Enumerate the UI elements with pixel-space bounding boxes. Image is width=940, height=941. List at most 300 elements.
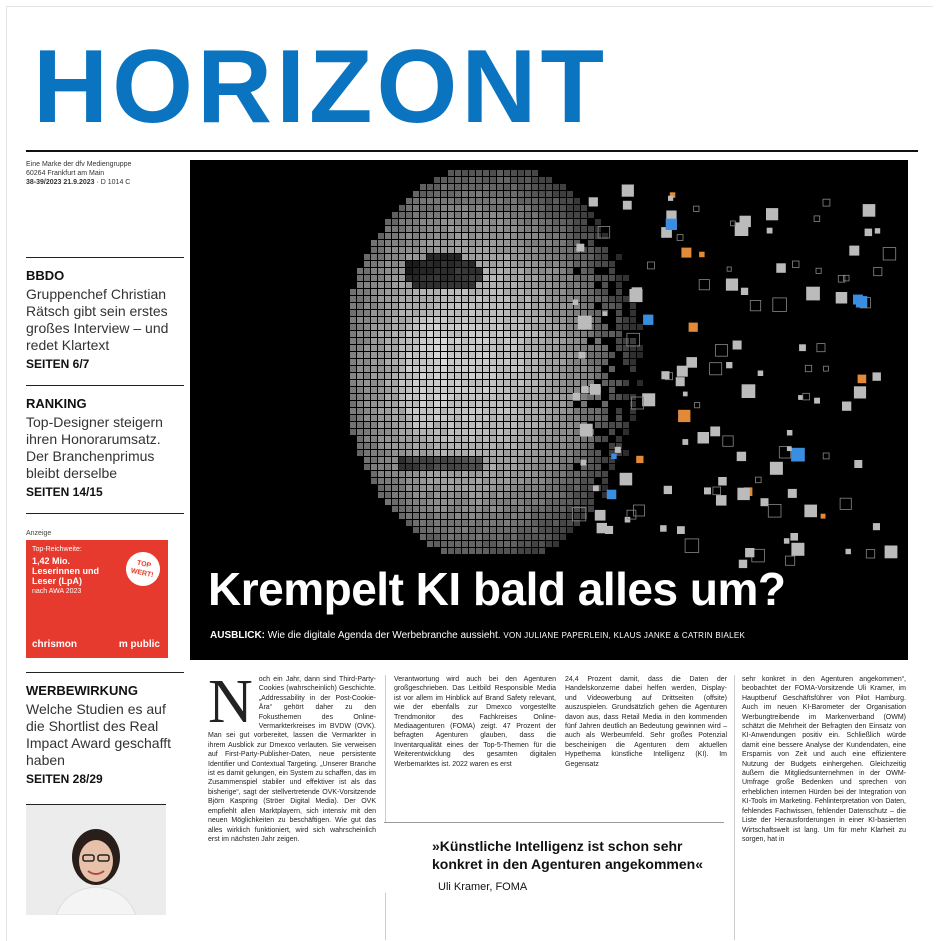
voxel bbox=[427, 422, 433, 428]
voxel bbox=[553, 429, 559, 435]
voxel bbox=[476, 506, 482, 512]
voxel bbox=[350, 401, 356, 407]
voxel bbox=[371, 415, 377, 421]
voxel bbox=[476, 527, 482, 533]
voxel bbox=[483, 422, 489, 428]
voxel bbox=[448, 457, 454, 463]
voxel bbox=[588, 478, 594, 484]
voxel bbox=[406, 275, 412, 281]
voxel bbox=[616, 296, 622, 302]
voxel bbox=[567, 485, 573, 491]
voxel-fragment bbox=[589, 197, 598, 206]
voxel bbox=[567, 359, 573, 365]
voxel bbox=[567, 282, 573, 288]
voxel bbox=[371, 401, 377, 407]
voxel bbox=[504, 268, 510, 274]
voxel bbox=[560, 359, 566, 365]
voxel bbox=[497, 401, 503, 407]
voxel bbox=[539, 198, 545, 204]
voxel bbox=[406, 373, 412, 379]
voxel bbox=[504, 261, 510, 267]
voxel bbox=[532, 373, 538, 379]
voxel bbox=[364, 338, 370, 344]
voxel bbox=[406, 464, 412, 470]
voxel bbox=[574, 212, 580, 218]
voxel bbox=[490, 331, 496, 337]
voxel bbox=[518, 380, 524, 386]
voxel bbox=[574, 282, 580, 288]
voxel bbox=[595, 359, 601, 365]
voxel bbox=[497, 408, 503, 414]
voxel bbox=[525, 520, 531, 526]
voxel bbox=[560, 492, 566, 498]
teaser-text: Top-Designer steigern ihren Honorarumsatz. Der Branchenprimus bleibt derselbe bbox=[26, 414, 163, 481]
voxel-fragment bbox=[836, 292, 848, 304]
voxel bbox=[525, 380, 531, 386]
voxel bbox=[448, 499, 454, 505]
voxel bbox=[392, 289, 398, 295]
voxel bbox=[385, 247, 391, 253]
voxel bbox=[364, 275, 370, 281]
voxel bbox=[525, 541, 531, 547]
voxel bbox=[413, 261, 419, 267]
voxel bbox=[420, 485, 426, 491]
voxel bbox=[602, 478, 608, 484]
voxel bbox=[441, 345, 447, 351]
voxel bbox=[385, 464, 391, 470]
voxel bbox=[427, 408, 433, 414]
voxel-fragment bbox=[858, 375, 867, 384]
voxel bbox=[553, 380, 559, 386]
voxel-fragment bbox=[787, 446, 792, 451]
voxel bbox=[357, 324, 363, 330]
voxel bbox=[371, 457, 377, 463]
voxel bbox=[385, 352, 391, 358]
voxel bbox=[357, 268, 363, 274]
voxel bbox=[476, 380, 482, 386]
voxel bbox=[385, 457, 391, 463]
voxel bbox=[553, 191, 559, 197]
voxel bbox=[497, 170, 503, 176]
voxel bbox=[371, 275, 377, 281]
voxel bbox=[371, 345, 377, 351]
imprint-issue-line bbox=[26, 178, 184, 187]
voxel bbox=[553, 324, 559, 330]
voxel-fragment bbox=[581, 460, 587, 466]
voxel bbox=[476, 478, 482, 484]
voxel bbox=[574, 219, 580, 225]
voxel bbox=[532, 226, 538, 232]
voxel bbox=[462, 254, 468, 260]
voxel bbox=[483, 499, 489, 505]
voxel bbox=[609, 275, 615, 281]
voxel bbox=[399, 492, 405, 498]
voxel bbox=[588, 240, 594, 246]
voxel bbox=[553, 394, 559, 400]
voxel bbox=[469, 527, 475, 533]
voxel bbox=[490, 184, 496, 190]
voxel bbox=[581, 373, 587, 379]
imprint-issue: 38-39/2023 bbox=[26, 179, 62, 186]
voxel bbox=[602, 408, 608, 414]
voxel bbox=[378, 366, 384, 372]
teaser-bbdo[interactable] bbox=[26, 257, 184, 371]
voxel bbox=[399, 352, 405, 358]
voxel bbox=[560, 464, 566, 470]
voxel bbox=[553, 303, 559, 309]
voxel bbox=[546, 240, 552, 246]
voxel bbox=[546, 471, 552, 477]
voxel bbox=[511, 205, 517, 211]
voxel bbox=[406, 387, 412, 393]
voxel bbox=[441, 212, 447, 218]
voxel bbox=[532, 534, 538, 540]
voxel bbox=[420, 240, 426, 246]
voxel bbox=[427, 464, 433, 470]
voxel bbox=[511, 478, 517, 484]
voxel bbox=[399, 233, 405, 239]
voxel bbox=[567, 394, 573, 400]
voxel bbox=[546, 401, 552, 407]
voxel bbox=[574, 478, 580, 484]
voxel bbox=[406, 429, 412, 435]
voxel bbox=[630, 338, 636, 344]
voxel bbox=[602, 471, 608, 477]
voxel-fragment bbox=[791, 448, 805, 462]
voxel bbox=[504, 212, 510, 218]
voxel bbox=[448, 548, 454, 554]
voxel bbox=[525, 422, 531, 428]
voxel bbox=[448, 240, 454, 246]
voxel bbox=[546, 534, 552, 540]
voxel bbox=[427, 401, 433, 407]
voxel bbox=[406, 268, 412, 274]
voxel bbox=[532, 366, 538, 372]
voxel bbox=[385, 401, 391, 407]
voxel bbox=[532, 205, 538, 211]
voxel bbox=[490, 275, 496, 281]
hero-subline bbox=[210, 630, 745, 641]
voxel bbox=[434, 499, 440, 505]
voxel bbox=[448, 422, 454, 428]
voxel bbox=[483, 401, 489, 407]
voxel bbox=[525, 443, 531, 449]
voxel bbox=[532, 289, 538, 295]
voxel bbox=[441, 492, 447, 498]
voxel bbox=[406, 478, 412, 484]
voxel bbox=[483, 548, 489, 554]
voxel bbox=[504, 366, 510, 372]
voxel bbox=[539, 485, 545, 491]
voxel bbox=[350, 394, 356, 400]
voxel bbox=[434, 240, 440, 246]
voxel bbox=[434, 205, 440, 211]
voxel bbox=[581, 289, 587, 295]
voxel bbox=[497, 310, 503, 316]
voxel bbox=[462, 394, 468, 400]
voxel bbox=[357, 429, 363, 435]
voxel bbox=[364, 254, 370, 260]
voxel-fragment bbox=[622, 185, 634, 197]
voxel bbox=[532, 212, 538, 218]
voxel bbox=[406, 296, 412, 302]
voxel bbox=[462, 527, 468, 533]
voxel bbox=[581, 492, 587, 498]
voxel bbox=[504, 205, 510, 211]
voxel bbox=[364, 324, 370, 330]
voxel bbox=[371, 240, 377, 246]
voxel bbox=[476, 436, 482, 442]
voxel bbox=[532, 240, 538, 246]
voxel bbox=[392, 471, 398, 477]
voxel bbox=[588, 282, 594, 288]
voxel bbox=[518, 247, 524, 253]
voxel bbox=[588, 457, 594, 463]
voxel bbox=[427, 450, 433, 456]
voxel bbox=[420, 415, 426, 421]
voxel bbox=[525, 352, 531, 358]
voxel bbox=[602, 324, 608, 330]
voxel bbox=[546, 254, 552, 260]
voxel-fragment bbox=[821, 514, 826, 519]
voxel bbox=[469, 387, 475, 393]
voxel bbox=[448, 226, 454, 232]
voxel bbox=[567, 492, 573, 498]
voxel bbox=[413, 254, 419, 260]
voxel bbox=[553, 499, 559, 505]
voxel bbox=[518, 450, 524, 456]
voxel bbox=[462, 219, 468, 225]
voxel bbox=[413, 499, 419, 505]
voxel bbox=[602, 303, 608, 309]
voxel bbox=[532, 282, 538, 288]
voxel bbox=[511, 548, 517, 554]
voxel bbox=[560, 401, 566, 407]
voxel bbox=[357, 352, 363, 358]
voxel bbox=[378, 268, 384, 274]
voxel bbox=[504, 240, 510, 246]
voxel bbox=[469, 513, 475, 519]
voxel bbox=[546, 331, 552, 337]
voxel bbox=[420, 373, 426, 379]
voxel bbox=[427, 282, 433, 288]
voxel bbox=[504, 450, 510, 456]
voxel bbox=[462, 198, 468, 204]
voxel bbox=[469, 345, 475, 351]
voxel bbox=[441, 324, 447, 330]
voxel bbox=[511, 296, 517, 302]
voxel bbox=[420, 380, 426, 386]
voxel bbox=[476, 429, 482, 435]
voxel bbox=[497, 520, 503, 526]
voxel bbox=[392, 387, 398, 393]
voxel bbox=[385, 373, 391, 379]
voxel bbox=[434, 310, 440, 316]
voxel bbox=[455, 541, 461, 547]
voxel-fragment bbox=[873, 372, 881, 380]
voxel bbox=[602, 261, 608, 267]
voxel bbox=[455, 275, 461, 281]
voxel bbox=[539, 226, 545, 232]
voxel bbox=[553, 226, 559, 232]
voxel bbox=[455, 457, 461, 463]
voxel bbox=[595, 457, 601, 463]
voxel bbox=[553, 534, 559, 540]
voxel bbox=[413, 450, 419, 456]
voxel bbox=[455, 233, 461, 239]
voxel bbox=[448, 534, 454, 540]
voxel bbox=[441, 226, 447, 232]
voxel bbox=[595, 366, 601, 372]
voxel bbox=[476, 198, 482, 204]
voxel bbox=[392, 261, 398, 267]
voxel bbox=[392, 282, 398, 288]
voxel bbox=[434, 345, 440, 351]
voxel bbox=[455, 205, 461, 211]
voxel bbox=[378, 387, 384, 393]
voxel bbox=[455, 471, 461, 477]
voxel bbox=[413, 247, 419, 253]
voxel bbox=[518, 436, 524, 442]
voxel bbox=[448, 296, 454, 302]
sidebar bbox=[26, 160, 184, 915]
voxel bbox=[357, 373, 363, 379]
voxel bbox=[448, 471, 454, 477]
voxel bbox=[399, 275, 405, 281]
voxel bbox=[455, 219, 461, 225]
voxel bbox=[441, 268, 447, 274]
voxel bbox=[378, 415, 384, 421]
voxel bbox=[588, 261, 594, 267]
voxel bbox=[378, 233, 384, 239]
voxel bbox=[350, 338, 356, 344]
voxel bbox=[406, 443, 412, 449]
voxel bbox=[364, 317, 370, 323]
voxel bbox=[539, 345, 545, 351]
voxel bbox=[427, 366, 433, 372]
voxel bbox=[378, 289, 384, 295]
voxel bbox=[490, 394, 496, 400]
column-divider bbox=[734, 675, 735, 940]
voxel bbox=[476, 443, 482, 449]
voxel bbox=[364, 366, 370, 372]
voxel bbox=[448, 212, 454, 218]
teaser-werbewirkung[interactable] bbox=[26, 672, 184, 786]
voxel bbox=[434, 450, 440, 456]
voxel bbox=[525, 331, 531, 337]
voxel bbox=[455, 289, 461, 295]
voxel bbox=[434, 282, 440, 288]
voxel bbox=[406, 338, 412, 344]
voxel bbox=[427, 373, 433, 379]
voxel bbox=[476, 534, 482, 540]
voxel bbox=[560, 394, 566, 400]
voxel bbox=[413, 436, 419, 442]
voxel bbox=[364, 303, 370, 309]
voxel bbox=[476, 212, 482, 218]
voxel bbox=[560, 520, 566, 526]
voxel bbox=[574, 331, 580, 337]
voxel bbox=[406, 261, 412, 267]
voxel bbox=[441, 478, 447, 484]
voxel bbox=[511, 373, 517, 379]
voxel bbox=[602, 352, 608, 358]
voxel bbox=[420, 324, 426, 330]
voxel bbox=[567, 387, 573, 393]
voxel bbox=[469, 170, 475, 176]
voxel bbox=[392, 303, 398, 309]
voxel bbox=[455, 268, 461, 274]
voxel bbox=[518, 296, 524, 302]
voxel bbox=[560, 471, 566, 477]
voxel bbox=[371, 254, 377, 260]
voxel bbox=[441, 429, 447, 435]
voxel bbox=[490, 387, 496, 393]
teaser-ranking[interactable] bbox=[26, 385, 184, 499]
voxel bbox=[497, 352, 503, 358]
voxel bbox=[455, 450, 461, 456]
voxel bbox=[406, 457, 412, 463]
voxel bbox=[483, 373, 489, 379]
voxel bbox=[441, 450, 447, 456]
voxel bbox=[427, 331, 433, 337]
voxel bbox=[469, 275, 475, 281]
voxel bbox=[497, 499, 503, 505]
voxel bbox=[357, 275, 363, 281]
voxel bbox=[483, 219, 489, 225]
voxel bbox=[455, 387, 461, 393]
voxel bbox=[399, 506, 405, 512]
voxel bbox=[525, 450, 531, 456]
voxel bbox=[490, 240, 496, 246]
voxel bbox=[483, 338, 489, 344]
voxel bbox=[581, 499, 587, 505]
voxel bbox=[476, 548, 482, 554]
imprint-line1: Eine Marke der dfv Mediengruppe bbox=[26, 161, 132, 168]
voxel bbox=[413, 352, 419, 358]
voxel bbox=[532, 443, 538, 449]
voxel bbox=[413, 380, 419, 386]
voxel bbox=[511, 394, 517, 400]
voxel bbox=[378, 296, 384, 302]
voxel-fragment bbox=[776, 263, 786, 273]
voxel bbox=[623, 394, 629, 400]
voxel bbox=[567, 268, 573, 274]
voxel bbox=[413, 275, 419, 281]
voxel bbox=[350, 380, 356, 386]
voxel bbox=[483, 478, 489, 484]
voxel bbox=[560, 261, 566, 267]
voxel bbox=[483, 261, 489, 267]
voxel bbox=[567, 422, 573, 428]
voxel bbox=[406, 331, 412, 337]
voxel bbox=[490, 359, 496, 365]
voxel bbox=[567, 380, 573, 386]
voxel bbox=[553, 506, 559, 512]
voxel bbox=[483, 240, 489, 246]
voxel bbox=[574, 338, 580, 344]
voxel bbox=[434, 219, 440, 225]
voxel bbox=[476, 492, 482, 498]
chrismon-ad[interactable] bbox=[26, 540, 168, 658]
voxel bbox=[378, 450, 384, 456]
voxel bbox=[364, 359, 370, 365]
voxel bbox=[420, 198, 426, 204]
voxel bbox=[595, 422, 601, 428]
voxel bbox=[490, 289, 496, 295]
voxel bbox=[385, 471, 391, 477]
voxel bbox=[581, 359, 587, 365]
